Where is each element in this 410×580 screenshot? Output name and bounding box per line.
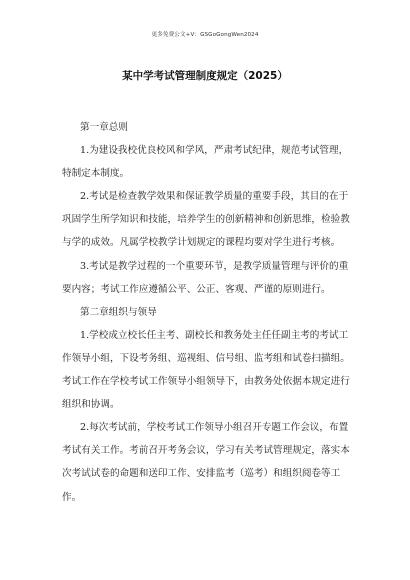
document-body [62,116,352,509]
paragraph-1-1: 1.为建设我校优良校风和学风，严肃考试纪律，规范考试管理，特制定本制度。 [62,145,349,180]
chapter-heading-2: 第二章组织与领导 [80,306,157,318]
header-note: 更多免费公文+V：GSGoGongWen2024 [151,32,259,38]
chapter-heading-1: 第一章总则 [80,122,128,133]
paragraph-1-3: 3.考试是教学过程的一个重要环节，是教学质量管理与评价的重要内容；考试工作应遵循公平、公正、客观、严谨的原则进行。 [62,260,349,295]
paragraph-2-2: 2.每次考试前，学校考试工作领导小组召开专题工作会议，布置考试有关工作。考前召开考务会议，学习有关考试管理规定，落实本次考试试卷的命题和送印工作、安排监考（巡考）和组织阅卷等工作。 [62,422,350,503]
paragraph-2-1: 1.学校成立校长任主考、副校长和教务处主任任副主考的考试工作领导小组，下设考务组、巡视组、信号组、监考组和试卷扫描组。考试工作在学校考试工作领导小组领导下，由教务处依据本规定进行组织和协调。 [62,329,350,411]
paragraph-1-2: 2.考试是检查教学效果和保证教学质量的重要手段，其目的在于巩固学生所学知识和技能，培养学生的创新精神和创新思维，检验教与学的成效。凡属学校教学计划规定的课程均要对学生进行考核。 [62,191,350,249]
document-title: 某中学考试管理制度规定（2025） [122,70,288,82]
